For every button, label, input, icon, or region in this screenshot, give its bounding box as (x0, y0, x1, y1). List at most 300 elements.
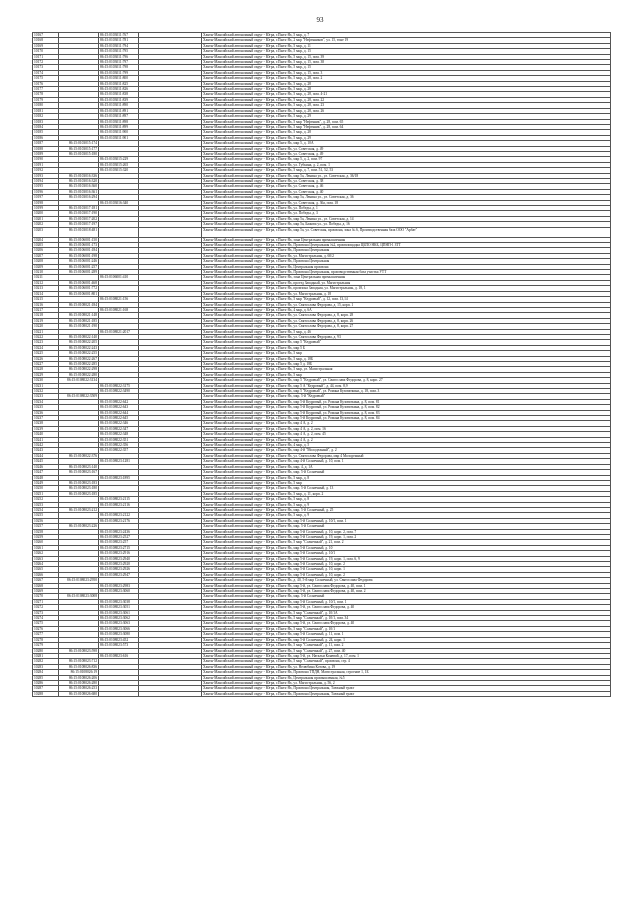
row-number-cell: 10182 (33, 114, 59, 119)
room-cadastral-number-cell: 86:15:0103011:901 (99, 135, 139, 140)
address-cell: Ханты-Мансийский автономный округ - Югра, г.Пыть-Ях, мкр 5, д. 2, пом. 97 (202, 157, 611, 162)
room-cadastral-number-cell: 86:15:0103016:340 (99, 200, 139, 205)
row-number-cell: 10256 (33, 518, 59, 523)
room-cadastral-number-cell: 86:15:0108023:257 (99, 540, 139, 545)
row-number-cell: 10259 (33, 534, 59, 539)
address-cell: Ханты-Мансийский автономный округ - Югра, г.Пыть-Ях, мкр 5-й Солнечный, д. 10/1 (202, 551, 611, 556)
room-cadastral-number-cell: 86:15:0108022:346 (99, 421, 139, 426)
cadastral-number-cell: 86:15:0106001:184 (59, 248, 99, 253)
address-cell: Ханты-Мансийский автономный округ - Югра, г.Пыть-Ях, мкр 5а, Ленина ул., ул. Советская, д. 36/18 (202, 173, 611, 178)
row-number-cell: 10193 (33, 173, 59, 178)
address-cell: Ханты-Мансийский автономный округ - Югра, г.Пыть-Ях, 5 мкр, д. 28, пом. 22 (202, 97, 611, 102)
row-number-cell: 10211 (33, 275, 59, 280)
cadastral-number-cell: 86:15:0108023:712 (59, 659, 99, 664)
address-cell: Ханты-Мансийский автономный округ - Югра, г.Пыть-Ях, зона Центральная промышленная (202, 275, 611, 280)
room-cadastral-number-cell: 86:15:0108023:2116 (99, 502, 139, 507)
row-number-cell: 10175 (33, 76, 59, 81)
cadastral-number-cell: 86:15:0108022:255 (59, 351, 99, 356)
address-cell: Ханты-Мансийский автономный округ - Югра, г.Пыть-Ях, зона Центральная промышленная (202, 237, 611, 242)
row-number-cell: 10277 (33, 632, 59, 637)
address-cell: Ханты-Мансийский автономный округ - Югра, г.Пыть-Ях, Промзона Центральная, Таежный тракт (202, 691, 611, 696)
cadastral-number-cell: 86:15:0108023:140 (59, 464, 99, 469)
address-cell: Ханты-Мансийский автономный округ - Югра, г.Пыть-Ях, мкр 4 А, д. 2 (202, 437, 611, 442)
row-number-cell: 10247 (33, 470, 59, 475)
row-number-cell: 10282 (33, 659, 59, 664)
cadastral-number-cell: 86:15:0106001:772 (59, 286, 99, 291)
address-cell: Ханты-Мансийский автономный округ - Югра, г.Пыть-Ях, мкр 5-й, ул. Святослава Федорова, д. 40 (202, 605, 611, 610)
row-number-cell: 10201 (33, 216, 59, 221)
address-cell: Ханты-Мансийский автономный округ - Югра, г.Пыть-Ях, Промзона Центральная (202, 259, 611, 264)
address-cell: Ханты-Мансийский автономный округ - Югра, г.Пыть-Ях, 5 мкр, д. 18Б (202, 356, 611, 361)
cadastral-number-cell: 86:15:0103016:336 (59, 173, 99, 178)
room-cadastral-number-cell: 86:15:0108022:351 (99, 437, 139, 442)
row-number-cell: 10271 (33, 599, 59, 604)
cadastral-number-cell: 86:15:0106001:173 (59, 243, 99, 248)
cadastral-number-cell: 86:15:0108026:19 (59, 670, 99, 675)
cadastral-number-cell: 86:15:0103015:180 (59, 151, 99, 156)
address-cell: Ханты-Мансийский автономный округ - Югра, г.Пыть-Ях, мкр 5-й Солнечный, д. 10 (202, 545, 611, 550)
address-cell: Ханты-Мансийский автономный округ - Югра, г.Пыть-Ях, мкр 5 д. 18Б (202, 361, 611, 366)
row-number-cell: 10220 (33, 324, 59, 329)
row-number-cell: 10173 (33, 65, 59, 70)
room-cadastral-number-cell: 86:15:0108023:616 (99, 653, 139, 658)
row-number-cell: 10215 (33, 297, 59, 302)
address-cell: Ханты-Мансийский автономный округ - Югра, г.Пыть-Ях, ул. Советская, д. 49 (202, 146, 611, 151)
table-row (33, 691, 611, 696)
address-cell: Ханты-Мансийский автономный округ - Югра, г.Пыть-Ях, мкр 5 "Кедровый", ул. Святослава Федорова, д. 8, корп. 27 (202, 378, 611, 383)
row-number-cell: 10243 (33, 448, 59, 453)
row-number-cell: 10203 (33, 227, 59, 237)
row-number-cell: 10171 (33, 54, 59, 59)
address-cell: Ханты-Мансийский автономный округ - Югра, г.Пыть-Ях, мкр. 5-й Солнечный (202, 594, 611, 599)
room-cadastral-number-cell: 86:15:0108021:2017 (99, 329, 139, 334)
row-number-cell: 10255 (33, 513, 59, 518)
address-cell: Ханты-Мансийский автономный округ - Югра, г.Пыть-Ях, 5 мкр, д. 8 (202, 497, 611, 502)
address-cell: Ханты-Мансийский автономный округ - Югра, г.Пыть-Ях, мкр 5-й Кедровый, ул. Романа Кузоваткина, д. 8, пом. 83 (202, 410, 611, 415)
address-cell: Ханты-Мансийский автономный округ - Югра, г.Пыть-Ях, 5 мкр, д. 28 (202, 81, 611, 86)
room-cadastral-number-cell: 86:15:0103011:797 (99, 60, 139, 65)
empty-cell (139, 691, 202, 696)
address-cell: Ханты-Мансийский автономный округ - Югра, г.Пыть-Ях, ул. Святослава Федорова, д. 15, корп. 1 (202, 302, 611, 307)
row-number-cell: 10186 (33, 135, 59, 140)
row-number-cell: 10240 (33, 432, 59, 437)
cadastral-number-cell: 86:15:0103015:177 (59, 146, 99, 151)
address-cell: Ханты-Мансийский автономный округ - Югра, г.Пыть-Ях, д. 40, 5-й мкр Солнечный, ул. Святослава Федорова (202, 578, 611, 583)
cadastral-number-cell: 86:15:0108021:148 (59, 313, 99, 318)
address-cell: Ханты-Мансийский автономный округ - Югра, г.Пыть-Ях, 5 мкр (202, 372, 611, 377)
address-cell: Ханты-Мансийский автономный округ - Югра, г.Пыть-Ях, 5 мкр, д. 7 (202, 33, 611, 38)
address-cell: Ханты-Мансийский автономный округ - Югра, г.Пыть-Ях, 4 мкр, д. 6А (202, 307, 611, 312)
room-cadastral-number-cell: 86:15:0108023:2926 (99, 567, 139, 572)
room-cadastral-number-cell: 86:15:0103015:229 (99, 157, 139, 162)
address-cell: Ханты-Мансийский автономный округ - Югра, г.Пыть-Ях, мкр 5-й, ул. Святослава Федорова, д. 40, пом. 2 (202, 589, 611, 594)
address-cell: Ханты-Мансийский автономный округ - Югра, г.Пыть-Ях, мкр 4 А, д. 2 (202, 421, 611, 426)
row-number-cell: 10235 (33, 405, 59, 410)
address-cell: Ханты-Мансийский автономный округ - Югра, г.Пыть-Ях, мкр 5-й Солнечный, д. 11, пом. 1 (202, 632, 611, 637)
cadastral-number-cell: 86:15:0108026:253 (59, 686, 99, 691)
cadastral-number-cell: 86:15:0106001:150 (59, 237, 99, 242)
address-cell: Ханты-Мансийский автономный округ - Югра, г.Пыть-Ях, 5 мкр, д. 28, пом. 4-21 (202, 92, 611, 97)
room-cadastral-number-cell: 86:15:0103011:897 (99, 114, 139, 119)
empty-cell (139, 227, 202, 237)
address-cell: Ханты-Мансийский автономный округ - Югра, г.Пыть-Ях, мкр 5-й Солнечный, д. 10/1, пом. 1 (202, 518, 611, 523)
address-cell: Ханты-Мансийский автономный округ - Югра, г.Пыть-Ях, мкр 5а, ул. Советская, промзона, зона № 6, Производственная база ООО "Арбат" (202, 227, 611, 237)
row-number-cell: 10280 (33, 648, 59, 653)
row-number-cell: 10274 (33, 616, 59, 621)
row-number-cell: 10224 (33, 345, 59, 350)
row-number-cell: 10196 (33, 189, 59, 194)
row-number-cell: 10278 (33, 637, 59, 642)
address-cell: Ханты-Мансийский автономный округ - Югра, г.Пыть-Ях, мкр. 4, д. 1А (202, 464, 611, 469)
row-number-cell: 10219 (33, 318, 59, 323)
room-cadastral-number-cell: 86:15:0108023:3038 (99, 599, 139, 604)
cadastral-number-cell: 86:15:0108022:298 (59, 367, 99, 372)
address-cell: Ханты-Мансийский автономный округ - Югра, г.Пыть-Ях, 5 мкр, д. 9 (202, 513, 611, 518)
address-cell: Ханты-Мансийский автономный округ - Югра, г.Пыть-Ях, ул. Советская, д. 36а, пом. 18 (202, 200, 611, 205)
cadastral-number-cell: 86:15:0103016:320 (59, 178, 99, 183)
row-number-cell: 10179 (33, 97, 59, 102)
cadastral-number-cell: 86:15:0108026:206 (59, 675, 99, 680)
registry-rows (33, 33, 611, 697)
cadastral-number-cell: 86:15:0108022:3509 (59, 394, 99, 399)
cadastral-number-cell: 86:15:0108023:183 (59, 480, 99, 485)
address-cell: Ханты-Мансийский автономный округ - Югра, г.Пыть-Ях, ул. Магистральная, д. 60/2 (202, 253, 611, 258)
cadastral-number-cell: 86:15:0108022:376 (59, 453, 99, 458)
address-cell: Ханты-Мансийский автономный округ - Югра, г.Пыть-Ях, ул. Магистральная, д. 18 (202, 291, 611, 296)
address-cell: Ханты-Мансийский автономный округ - Югра, г.Пыть-Ях, 5 мкр "Нефтяник", д. 28, пом. 64 (202, 124, 611, 129)
row-number-cell: 10234 (33, 399, 59, 404)
room-cadastral-number-cell: 86:15:0103011:795 (99, 49, 139, 54)
row-number-cell: 10223 (33, 340, 59, 345)
row-number-cell: 10242 (33, 443, 59, 448)
address-cell: Ханты-Мансийский автономный округ - Югра, г.Пыть-Ях, Промзона ТПДН, Магистральная, строение 1, 1Б (202, 670, 611, 675)
address-cell: Ханты-Мансийский автономный округ - Югра, г.Пыть-Ях, ул. Советская, д. 40 (202, 189, 611, 194)
cadastral-number-cell: 86:15:0103015:174 (59, 141, 99, 146)
row-number-cell: 10236 (33, 410, 59, 415)
row-number-cell: 10272 (33, 605, 59, 610)
room-cadastral-number-cell: 86:15:0103011:838 (99, 92, 139, 97)
address-cell: Ханты-Мансийский автономный округ - Югра, г.Пыть-Ях, ул. Нелюбина Котова, д. 19 (202, 664, 611, 669)
room-cadastral-number-cell: 86:15:0103011:839 (99, 97, 139, 102)
address-cell: Ханты-Мансийский автономный округ - Югра, г.Пыть-Ях, ул. Святослава Федорова, д. 93 (202, 334, 611, 339)
cadastral-number-cell: 86:15:0108023:226 (59, 524, 99, 529)
address-cell: Ханты-Мансийский автономный округ - Югра, г.Пыть-Ях, 5 мкр "Солнечный", д. 21, пом. 2 (202, 540, 611, 545)
row-number-cell: 10287 (33, 686, 59, 691)
room-cadastral-number-cell: 86:15:0103011:890 (99, 103, 139, 108)
address-cell: Ханты-Мансийский автономный округ - Югра, г.Пыть-Ях, мкр 5а, Ленина ул., ул. Советская, д. 36 (202, 195, 611, 200)
row-number-cell: 10246 (33, 464, 59, 469)
address-cell: Ханты-Мансийский автономный округ - Югра, г.Пыть-Ях, ул. Советская, д. 46 (202, 184, 611, 189)
cadastral-number-cell: 86:15:0108023:185 (59, 491, 99, 496)
address-cell: Ханты-Мансийский автономный округ - Югра, г.Пыть-Ях, 5 мкр "Солнечный", промзона, стр. 4 (202, 659, 611, 664)
row-number-cell: 10194 (33, 178, 59, 183)
address-cell: Ханты-Мансийский автономный округ - Югра, г.Пыть-Ях, 5 мкр "Нефтяник", д. 28, пом. 65 (202, 119, 611, 124)
row-number-cell: 10249 (33, 480, 59, 485)
address-cell: Ханты-Мансийский автономный округ - Югра, г.Пыть-Ях, промзона Западная, ул. Магистральная, д. 18, 1 (202, 286, 611, 291)
address-cell: Ханты-Мансийский автономный округ - Югра, г.Пыть-Ях, мкр. 5-й Солнечный, д. 13 (202, 486, 611, 491)
address-cell: Ханты-Мансийский автономный округ - Югра, г.Пыть-Ях, 5 мкр, д. 11 (202, 43, 611, 48)
cadastral-number-cell: 86:15:0108022:3134 (59, 378, 99, 383)
row-number-cell: 10261 (33, 545, 59, 550)
row-number-cell: 10174 (33, 70, 59, 75)
row-number-cell: 10218 (33, 313, 59, 318)
row-number-cell: 10268 (33, 583, 59, 588)
row-number-cell: 10169 (33, 43, 59, 48)
row-number-cell: 10177 (33, 87, 59, 92)
room-cadastral-number-cell: 86:15:0103011:825 (99, 81, 139, 86)
address-cell: Ханты-Мансийский автономный округ - Югра, г.Пыть-Ях, ул. Святослава Федорова, мкр 4 Молодежный (202, 453, 611, 458)
address-cell: Ханты-Мансийский автономный округ - Югра, г.Пыть-Ях, Промзона Центральная №2, промплощадка ЦБПО НКБ, ЦПНП-1 ЗТТ (202, 243, 611, 248)
row-number-cell: 10222 (33, 334, 59, 339)
room-cadastral-number-cell: 86:15:0103011:800 (99, 76, 139, 81)
address-cell: Ханты-Мансийский автономный округ - Югра, г.Пыть-Ях, мкр 5-й Солнечный, д. 10, корп. 2, пом. 7 (202, 529, 611, 534)
row-number-cell: 10244 (33, 453, 59, 458)
address-cell: Ханты-Мансийский автономный округ - Югра, г.Пыть-Ях, 5 мкр "Кедровый", д. 12, пом. 13,14 (202, 297, 611, 302)
row-number-cell: 10233 (33, 394, 59, 399)
address-cell: Ханты-Мансийский автономный округ - Югра, г.Пыть-Ях, мкр 5 А "Кедровый", д. 44, пом. 8,9 (202, 383, 611, 388)
address-cell: Ханты-Мансийский автономный округ - Югра, г.Пыть-Ях, мкр 5 "Кедровый" (202, 340, 611, 345)
row-number-cell: 10216 (33, 302, 59, 307)
room-cadastral-number-cell: 86:15:0108023:1281 (99, 459, 139, 464)
address-cell: Ханты-Мансийский автономный округ - Югра, г.Пыть-Ях, Промзона Центральная, производственная база участка УТТ (202, 270, 611, 275)
address-cell: Ханты-Мансийский автономный округ - Югра, г.Пыть-Ях, 5 мкр "Солнечный", д. 11, пом. 2 (202, 643, 611, 648)
room-cadastral-number-cell: 86:15:0108023:3051 (99, 605, 139, 610)
address-cell: Ханты-Мансийский автономный округ - Югра, г.Пыть-Ях, 5 мкр (202, 351, 611, 356)
address-cell: Ханты-Мансийский автономный округ - Югра, г.Пыть-Ях, проезд Западный, ул. Магистральная (202, 280, 611, 285)
cadastral-number-cell: 86:15:0106001:257 (59, 264, 99, 269)
address-cell: Ханты-Мансийский автономный округ - Югра, г.Пыть-Ях, ул. Святослава Федорова, д. 8, корп. 28 (202, 313, 611, 318)
address-cell: Ханты-Мансийский автономный округ - Югра, г.Пыть-Ях, мкр 5-й Солнечный, д. 10, корп. 2 (202, 562, 611, 567)
row-number-cell: 10206 (33, 248, 59, 253)
cadastral-number-cell: 86:15:0108021:184 (59, 302, 99, 307)
cadastral-number-cell: 86:15:0103016:294 (59, 195, 99, 200)
cadastral-number-cell: 86:15:0108026:280 (59, 680, 99, 685)
row-number-cell: 10264 (33, 562, 59, 567)
address-cell: Ханты-Мансийский автономный округ - Югра, г.Пыть-Ях, мкр 4 А, д. 2, пом. 16 (202, 426, 611, 431)
address-cell: Ханты-Мансийский автономный округ - Югра, г.Пыть-Ях, 4 мкр, д. 5 (202, 443, 611, 448)
row-number-cell: 10263 (33, 556, 59, 561)
address-cell: Ханты-Мансийский автономный округ - Югра, г.Пыть-Ях, Центральная промзона (202, 264, 611, 269)
address-cell: Ханты-Мансийский автономный округ - Югра, г.Пыть-Ях, мкр 5-й Солнечный, д. 10, корп. 2 (202, 572, 611, 577)
room-cadastral-number-cell: 86:15:0103011:794 (99, 43, 139, 48)
row-number-cell: 10283 (33, 664, 59, 669)
room-cadastral-number-cell: 86:15:0108023:3080 (99, 632, 139, 637)
room-cadastral-number-cell: 86:15:0108023:2715 (99, 545, 139, 550)
room-cadastral-number-cell: 86:15:0103011:826 (99, 87, 139, 92)
row-number-cell: 10225 (33, 351, 59, 356)
row-number-cell: 10202 (33, 222, 59, 227)
room-cadastral-number-cell: 86:15:0103011:900 (99, 130, 139, 135)
cadastral-number-cell: 86:15:0108023:212 (59, 507, 99, 512)
address-cell: Ханты-Мансийский автономный округ - Югра, г.Пыть-Ях, ул. Святослава Федорова, д. 8, корп. 27 (202, 324, 611, 329)
room-cadastral-number-cell: 86:15:0103011:891 (99, 108, 139, 113)
room-cadastral-number-cell: 86:15:0106001:410 (99, 275, 139, 280)
room-cadastral-number-cell: 86:15:0108023:2947 (99, 572, 139, 577)
cadastral-number-cell: 86:15:0106001:801 (59, 291, 99, 296)
room-cadastral-number-cell (99, 227, 139, 237)
address-cell: Ханты-Мансийский автономный округ - Югра, г.Пыть-Ях, мкр. 5-й Солнечный, д. 25 (202, 507, 611, 512)
address-cell: Ханты-Мансийский автономный округ - Югра, г.Пыть-Ях, мкр. 5-й Солнечный (202, 524, 611, 529)
row-number-cell: 10212 (33, 280, 59, 285)
room-cadastral-number-cell: 86:15:0103011:798 (99, 65, 139, 70)
room-cadastral-number-cell: 86:15:0103015:320 (99, 168, 139, 173)
address-cell: Ханты-Мансийский автономный округ - Югра, г.Пыть-Ях, 5 мкр (202, 480, 611, 485)
row-number-cell: 10217 (33, 307, 59, 312)
address-cell: Ханты-Мансийский автономный округ - Югра, г.Пыть-Ях, Промзона Центральная, Таежный тракт (202, 686, 611, 691)
row-number-cell: 10252 (33, 497, 59, 502)
row-number-cell: 10200 (33, 211, 59, 216)
row-number-cell: 10198 (33, 200, 59, 205)
address-cell: Ханты-Мансийский автономный округ - Югра, г.Пыть-Ях, ул. Победы, д. 3 (202, 211, 611, 216)
room-cadastral-number-cell: 86:15:0108023:3062 (99, 616, 139, 621)
row-number-cell: 10221 (33, 329, 59, 334)
address-cell: Ханты-Мансийский автономный округ - Югра, г.Пыть-Ях, 5 мкр, д. 46 (202, 329, 611, 334)
cadastral-number-cell: 86:15:0108021:185 (59, 318, 99, 323)
row-number-cell: 10267 (33, 578, 59, 583)
address-cell: Ханты-Мансийский автономный округ - Югра, г.Пыть-Ях, мкр 4-й Солнечный, д. 10, пом. 1 (202, 459, 611, 464)
address-cell: Ханты-Мансийский автономный округ - Югра, г.Пыть-Ях, мкр. 5-й "Кедровый" (202, 394, 611, 399)
address-cell: Ханты-Мансийский автономный округ - Югра, г.Пыть-Ях, мкр 5 Б (202, 345, 611, 350)
address-cell: Ханты-Мансийский автономный округ - Югра, г.Пыть-Ях, 2 мкр "Нефтяников", ул. 15, тоне 19 (202, 38, 611, 43)
cadastral-number-cell: 86:15:0103016:361 (59, 189, 99, 194)
address-cell: Ханты-Мансийский автономный округ - Югра, г.Пыть-Ях, мкр 4-й "Молодежный", д. 2 (202, 448, 611, 453)
room-cadastral-number-cell: 86:15:0108022:348 (99, 432, 139, 437)
page-number: 93 (316, 16, 324, 24)
address-cell: Ханты-Мансийский автономный округ - Югра, г.Пыть-Ях, мкр 5-й Солнечный, д. 19, корп. 1, пом. 6, 9 (202, 556, 611, 561)
address-cell: Ханты-Мансийский автономный округ - Югра, г.Пыть-Ях, 5 мкр, д. 7, пом. 51, 52, 53 (202, 168, 611, 173)
row-number-cell: 10241 (33, 437, 59, 442)
address-cell: Ханты-Мансийский автономный округ - Югра, г.Пыть-Ях, 5 мкр, д. 28 (202, 130, 611, 135)
room-cadastral-number-cell: 86:15:0108023:2122 (99, 513, 139, 518)
cadastral-number-cell: 86:15:0106001:468 (59, 280, 99, 285)
address-cell: Ханты-Мансийский автономный округ - Югра, г.Пыть-Ях, ул. Советская, д. 49 (202, 151, 611, 156)
address-cell: Ханты-Мансийский автономный округ - Югра, г.Пыть-Ях, ул. Губкина, д. 2, пом. 1 (202, 162, 611, 167)
room-cadastral-number-cell: 86:15:0108023:2115 (99, 497, 139, 502)
row-number-cell: 10266 (33, 572, 59, 577)
address-cell: Ханты-Мансийский автономный округ - Югра, г.Пыть-Ях, 5 мкр, д. 28, пом. 2 (202, 76, 611, 81)
cadastral-number-cell: 86:15:0108021:190 (59, 324, 99, 329)
row-number-cell: 10258 (33, 529, 59, 534)
address-cell: Ханты-Мансийский автономный округ - Югра, г.Пыть-Ях, 5 мкр "Солнечный", д. 10/1 (202, 626, 611, 631)
cadastral-number-cell: 86:15:0108023:2950 (59, 578, 99, 583)
address-cell: Ханты-Мансийский автономный округ - Югра, г.Пыть-Ях, 5 мкр, д. 15, пом. 39 (202, 54, 611, 59)
row-number-cell: 10213 (33, 286, 59, 291)
cadastral-number-cell: 86:15:0106001:289 (59, 270, 99, 275)
row-number-cell: 10190 (33, 157, 59, 162)
cadastral-number-cell: 86:15:0108022:205 (59, 340, 99, 345)
cadastral-number-cell: 86:15:0108023:167 (59, 470, 99, 475)
address-cell: Ханты-Мансийский автономный округ - Югра, г.Пыть-Ях, 5 мкр "Солнечный", д. 27, пом. 40 (202, 648, 611, 653)
cadastral-number-cell: 86:15:0108022:280 (59, 372, 99, 377)
row-number-cell: 10245 (33, 459, 59, 464)
row-number-cell: 10228 (33, 367, 59, 372)
room-cadastral-number-cell: 86:15:0108023:2436 (99, 529, 139, 534)
row-number-cell: 10210 (33, 270, 59, 275)
row-number-cell: 10257 (33, 524, 59, 529)
room-cadastral-number-cell: 86:15:0108023:3061 (99, 610, 139, 615)
row-number-cell: 10204 (33, 237, 59, 242)
address-cell: Ханты-Мансийский автономный округ - Югра, г.Пыть-Ях, ул. Святослава Федорова, д. 8, корп. 26 (202, 318, 611, 323)
row-number-cell: 10226 (33, 356, 59, 361)
room-cadastral-number-cell: 86:15:0108022:643 (99, 405, 139, 410)
address-cell: Ханты-Мансийский автономный округ - Югра, г.Пыть-Ях, мкр 5-й Солнечный, д. 19, корп. 1, пом. 2 (202, 534, 611, 539)
room-cadastral-number-cell: 86:15:0108023:1895 (99, 475, 139, 480)
address-cell: Ханты-Мансийский автономный округ - Югра, г.Пыть-Ях, мкр. 5-й Солнечный (202, 470, 611, 475)
row-number-cell: 10270 (33, 594, 59, 599)
cadastral-number-cell: 86:15:0106001:198 (59, 253, 99, 258)
room-cadastral-number-cell: 86:15:0108022:356 (99, 443, 139, 448)
room-cadastral-number-cell: 86:15:0108023:2527 (99, 534, 139, 539)
cadastral-number-cell: 86:15:0103016:360 (59, 184, 99, 189)
room-cadastral-number-cell: 86:15:0108023:2983 (99, 583, 139, 588)
address-cell: Ханты-Мансийский автономный округ - Югра, г.Пыть-Ях, мкр 4 А, д. 2, пом. 45 (202, 432, 611, 437)
cadastral-number-cell: 86:15:0108022:267 (59, 356, 99, 361)
row-number-cell: 10170 (33, 49, 59, 54)
address-cell: Ханты-Мансийский автономный округ - Югра, г.Пыть-Ях, 5 мкр, д. 29 (202, 135, 611, 140)
cadastral-number-cell: 86:15:0103018:481 (59, 227, 99, 237)
cadastral-number-cell: 86:15:0108022:140 (59, 334, 99, 339)
cadastral-number-cell: 86:15:0108023:598 (59, 648, 99, 653)
room-cadastral-number-cell: 86:15:0108022:642 (99, 399, 139, 404)
address-cell: Ханты-Мансийский автономный округ - Югра, г.Пыть-Ях, 5 мкр, д. 15, пом. 3 (202, 70, 611, 75)
address-cell: Ханты-Мансийский автономный округ - Югра, г.Пыть-Ях, 5 мкр "Солнечный", д. 10/1, пом. 34 (202, 616, 611, 621)
address-cell: Ханты-Мансийский автономный округ - Югра, г.Пыть-Ях, мкр 5-й Кедровый, ул. Романа Кузоваткина, д. 8, пом. 84 (202, 416, 611, 421)
row-number-cell: 10184 (33, 124, 59, 129)
address-cell: Ханты-Мансийский автономный округ - Югра, г.Пыть-Ях, 5 мкр "Солнечный", д. 10/1А (202, 610, 611, 615)
row-number-cell: 10192 (33, 168, 59, 173)
row-number-cell: 10180 (33, 103, 59, 108)
room-cadastral-number-cell: 86:15:0108022:347 (99, 426, 139, 431)
address-cell: Ханты-Мансийский автономный округ - Югра, г.Пыть-Ях, 5 мкр, д. 28, пом. 23 (202, 103, 611, 108)
cadastral-number-cell: 86:15:0108026:680 (59, 691, 99, 696)
row-number-cell: 10207 (33, 253, 59, 258)
address-cell: Ханты-Мансийский автономный округ - Югра, г.Пыть-Ях, 5 мкр, ул. Магистральная (202, 367, 611, 372)
row-number-cell: 10178 (33, 92, 59, 97)
row-number-cell: 10229 (33, 372, 59, 377)
row-number-cell: 10276 (33, 626, 59, 631)
address-cell: Ханты-Мансийский автономный округ - Югра, г.Пыть-Ях, Промзона Центральная (202, 248, 611, 253)
address-cell: Ханты-Мансийский автономный округ - Югра, г.Пыть-Ях, мкр 5, д. 10А (202, 141, 611, 146)
row-number-cell: 10181 (33, 108, 59, 113)
address-cell: Ханты-Мансийский автономный округ - Югра, г.Пыть-Ях, 5 мкр, д. 29 (202, 114, 611, 119)
address-cell: Ханты-Мансийский автономный округ - Югра, г.Пыть-Ях, мкр 5-й Кедровый, ул. Романа Кузоваткина, д. 8, пом. 82 (202, 405, 611, 410)
row-number-cell: 10260 (33, 540, 59, 545)
address-cell: Ханты-Мансийский автономный округ - Югра, г.Пыть-Ях, мкр 5а, Ленина ул., ул. Советская, д. 14 (202, 216, 611, 221)
address-cell: Ханты-Мансийский автономный округ - Югра, г.Пыть-Ях, 5 мкр, д. 15 (202, 49, 611, 54)
row-number-cell: 10262 (33, 551, 59, 556)
cadastral-number-cell: 86:15:0103017:190 (59, 211, 99, 216)
row-number-cell: 10183 (33, 119, 59, 124)
room-cadastral-number-cell: 86:15:0108022:645 (99, 416, 139, 421)
room-cadastral-number-cell: 86:15:0108023:2920 (99, 562, 139, 567)
address-cell: Ханты-Мансийский автономный округ - Югра, г.Пыть-Ях, 5 мкр, д. 9 (202, 502, 611, 507)
address-cell: Ханты-Мансийский автономный округ - Югра, г.Пыть-Ях, 5 мкр, д. 15 (202, 65, 611, 70)
address-cell: Ханты-Мансийский автономный округ - Югра, г.Пыть-Ях, ул. Советская, д. 38 (202, 178, 611, 183)
row-number-cell: 10269 (33, 589, 59, 594)
room-cadastral-number-cell: 86:15:0103011:899 (99, 124, 139, 129)
row-number-cell: 10254 (33, 507, 59, 512)
address-cell: Ханты-Мансийский автономный округ - Югра, г.Пыть-Ях, мкр 5-й Солнечный, д. 10/1, пом. 1 (202, 599, 611, 604)
row-number-cell: 10227 (33, 361, 59, 366)
row-number-cell: 10208 (33, 259, 59, 264)
room-cadastral-number-cell: 86:15:0103011:767 (99, 33, 139, 38)
row-number-cell: 10199 (33, 206, 59, 211)
row-number-cell: 10168 (33, 38, 59, 43)
cadastral-number-cell: 86:15:0103017:202 (59, 216, 99, 221)
table-row (33, 227, 611, 237)
row-number-cell: 10288 (33, 691, 59, 696)
row-number-cell: 10284 (33, 670, 59, 675)
